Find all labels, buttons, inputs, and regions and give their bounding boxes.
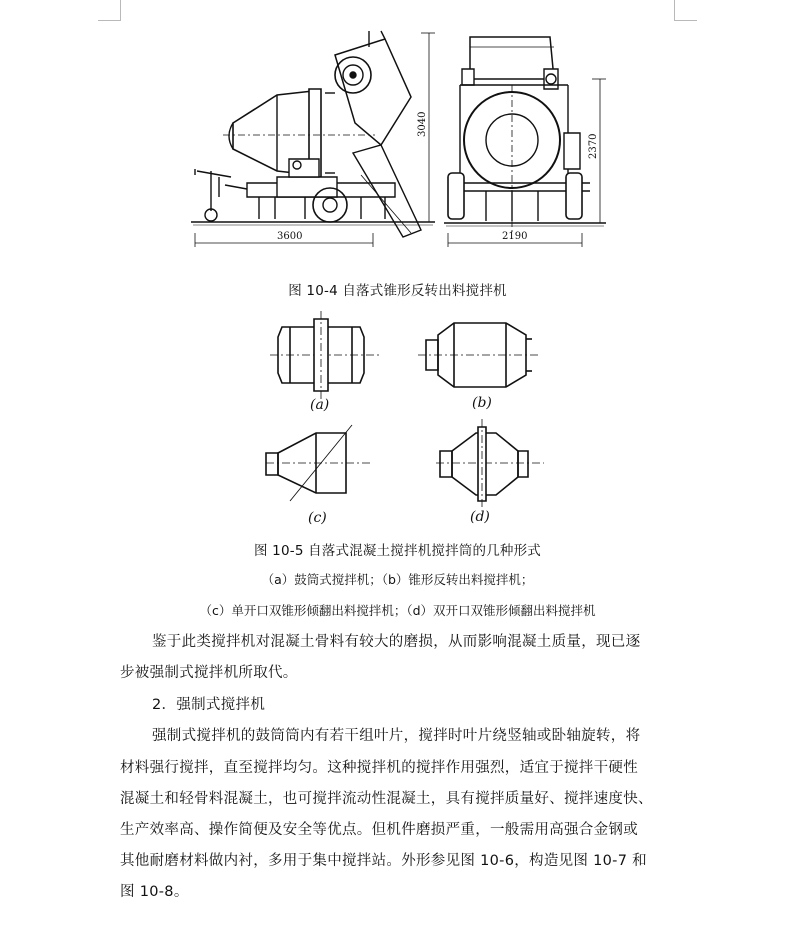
margin-corner-mark-right	[674, 0, 697, 21]
drum-shape-d	[436, 419, 544, 509]
label-b: (b)	[472, 395, 492, 411]
dimension-height: 3040	[417, 111, 428, 137]
figure-10-5-caption: 图 10-5 自落式混凝土搅拌机搅拌筒的几种形式	[253, 543, 542, 559]
paragraph-1-line-1: 鉴于此类搅拌机对混凝土骨料有较大的磨损，从而影响混凝土质量，现已逐	[152, 634, 641, 650]
paragraph-2-line-1: 强制式搅拌机的鼓筒筒内有若干组叶片，搅拌时叶片绕竖轴或卧轴旋转，将	[152, 728, 641, 744]
mixer-front-view-drawing	[440, 25, 610, 250]
drum-shape-a	[270, 311, 380, 399]
paragraph-2-line-4: 生产效率高、操作简便及安全等优点。但机件磨损严重，一般需用高强合金钢或	[120, 822, 638, 838]
drum-shape-b	[418, 323, 540, 387]
drum-shapes-drawing	[260, 305, 550, 530]
label-a: (a)	[310, 397, 330, 413]
paragraph-2-line-3: 混凝土和轻骨料混凝土，也可搅拌流动性混凝土，具有搅拌质量好、搅拌速度快、	[120, 791, 653, 807]
margin-corner-mark-left	[98, 0, 121, 21]
section-heading: 2．强制式搅拌机	[152, 697, 266, 713]
paragraph-2-line-2: 材料强行搅拌，直至搅拌均匀。这种搅拌机的搅拌作用强烈，适宜于搅拌干硬性	[120, 760, 638, 776]
drum-shape-c	[266, 425, 372, 501]
figure-10-5-legend-line-1: （a）鼓筒式搅拌机；（b）锥形反转出料搅拌机；	[261, 572, 534, 587]
paragraph-1-line-2: 步被强制式搅拌机所取代。	[120, 665, 298, 681]
mixer-side-view-drawing	[185, 25, 440, 250]
figure-10-4-caption: 图 10-4 自落式锥形反转出料搅拌机	[288, 283, 507, 299]
label-d: (d)	[470, 509, 490, 525]
label-c: (c)	[308, 510, 327, 526]
dimension-length: 3600	[277, 231, 303, 242]
dimension-width: 2190	[502, 231, 528, 242]
paragraph-2-line-5: 其他耐磨材料做内衬，多用于集中搅拌站。外形参见图 10-6，构造见图 10-7 和	[120, 853, 647, 869]
dimension-height-rear: 2370	[588, 133, 599, 159]
figure-10-5-legend-line-2: （c）单开口双锥形倾翻出料搅拌机；（d）双开口双锥形倾翻出料搅拌机	[199, 603, 596, 618]
paragraph-2-line-6: 图 10-8。	[120, 884, 189, 900]
